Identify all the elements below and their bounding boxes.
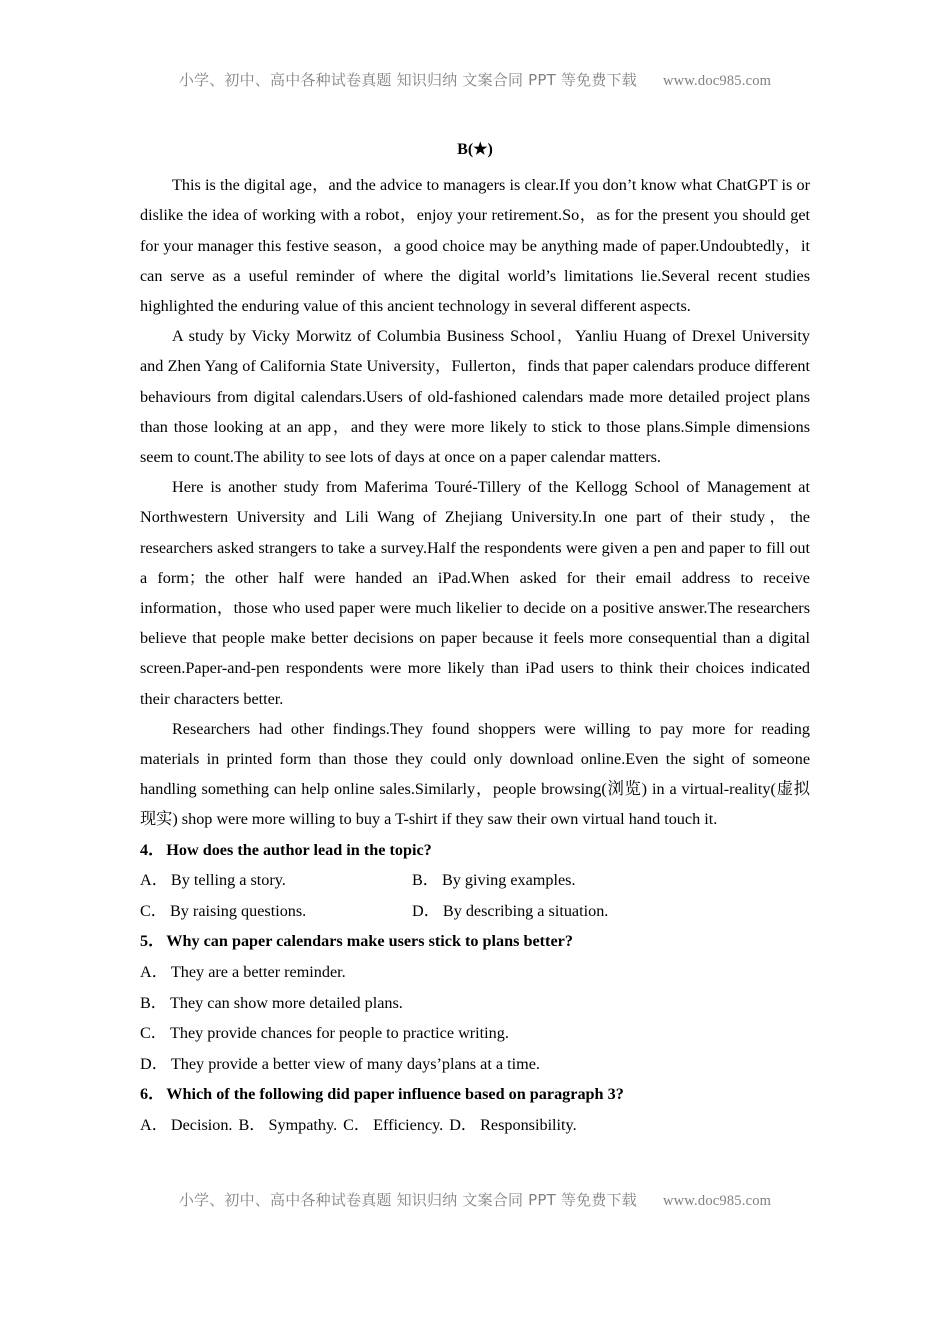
option-text: They provide a better view of many days’plans at a time. [170, 1054, 540, 1073]
option-letter: A． [140, 871, 168, 890]
question-4-options [140, 865, 810, 926]
header-watermark-text: 小学、初中、高中各种试卷真题 知识归纳 文案合同 PPT 等免费下载 [178, 71, 637, 89]
option-text: They can show more detailed plans. [169, 993, 403, 1012]
footer-watermark-text: 小学、初中、高中各种试卷真题 知识归纳 文案合同 PPT 等免费下载 [178, 1191, 637, 1209]
option-letter: C． [140, 901, 167, 920]
option-letter: A． [140, 1116, 168, 1134]
header-watermark [0, 69, 950, 90]
option-6-d[interactable] [449, 1116, 576, 1134]
option-text: Decision. [170, 1116, 233, 1134]
option-6-b[interactable] [238, 1116, 337, 1134]
passage-title: B(★) [457, 141, 493, 158]
option-letter: C． [140, 1024, 167, 1043]
option-text: Efficiency. [373, 1116, 444, 1134]
option-text: Responsibility. [480, 1116, 577, 1134]
question-6-options [140, 1110, 810, 1141]
option-text: By raising questions. [169, 901, 307, 920]
option-4-d[interactable] [412, 896, 608, 927]
option-letter: D． [140, 1054, 168, 1073]
question-4-number: 4． [140, 840, 165, 859]
option-text: They are a better reminder. [170, 963, 346, 982]
option-text: Sympathy. [268, 1116, 338, 1134]
option-4-a[interactable] [140, 871, 286, 889]
option-5-d[interactable] [140, 1049, 810, 1080]
question-5-text: Why can paper calendars make users stick to plans better? [166, 932, 573, 951]
footer-watermark-site: www.doc985.com [662, 1193, 772, 1209]
option-text: By describing a situation. [442, 901, 609, 920]
option-text: By telling a story. [170, 871, 286, 890]
option-5-b[interactable] [140, 988, 810, 1019]
option-row [140, 896, 810, 927]
question-6 [140, 1079, 810, 1110]
option-letter: B． [238, 1116, 266, 1134]
option-4-c[interactable] [140, 902, 306, 920]
question-4-text: How does the author lead in the topic? [166, 840, 432, 859]
option-text: They provide chances for people to practice writing. [169, 1024, 509, 1043]
question-4 [140, 835, 810, 866]
option-6-c[interactable] [343, 1116, 443, 1134]
option-text: By giving examples. [441, 871, 576, 890]
option-letter: C． [343, 1116, 371, 1134]
option-letter: B． [412, 871, 439, 890]
option-letter: B． [140, 993, 167, 1012]
question-5-options [140, 957, 810, 1079]
option-letter: A． [140, 963, 168, 982]
option-6-a[interactable] [140, 1116, 232, 1134]
option-row [140, 865, 810, 896]
passage-paragraph-3: Here is another study from Maferima Touré-Tillery of the Kellogg School of Management at Northwestern University and Lili Wang of Zhejiang University.In one part of their study，the researchers asked strangers to take a survey.Half the respondents were given a pen and paper to fill out a form；the other half were handed an iPad.When asked for their email address to receive information，those who used paper were much likelier to decide on a positive answer.The researchers believe that people make better decisions on paper because it feels more consequential than a digital screen.Paper-and-pen respondents were more likely than iPad users to think their choices indicated their characters better. [140, 478, 810, 708]
passage-paragraph-4: Researchers had other findings.They found shoppers were willing to pay more for reading materials in printed form than those they could only download online.Even the sight of someone handling something can help online sales.Similarly，people browsing(浏览) in a virtual-reality(虚拟现实) shop were more willing to buy a T-shirt if they saw their own virtual hand touch it. [140, 719, 810, 829]
question-6-text: Which of the following did paper influence based on paragraph 3? [166, 1085, 624, 1104]
passage-paragraph-1: This is the digital age，and the advice to managers is clear.If you don’t know what ChatGPT is or dislike the idea of working with a robot，enjoy your retirement.So，as for the present you should get for your manager this festive season，a good choice may be anything made of paper.Undoubtedly，it can serve as a useful reminder of where the digital world’s limitations lie.Several recent studies highlighted the enduring value of this ancient technology in several different aspects. [140, 176, 810, 315]
footer-watermark [0, 1189, 950, 1210]
question-5 [140, 926, 810, 957]
option-5-c[interactable] [140, 1018, 810, 1049]
question-6-number: 6． [140, 1085, 165, 1104]
passage-paragraph-2: A study by Vicky Morwitz of Columbia Business School，Yanliu Huang of Drexel University and Zhen Yang of California State University，Fullerton，finds that paper calendars produce different behaviours from digital calendars.Users of old-fashioned calendars made more detailed project plans than those looking at an app，and they were more likely to stick to those plans.Simple dimensions seem to count.The ability to see lots of days at once on a paper calendar matters. [140, 327, 810, 467]
option-5-a[interactable] [140, 957, 810, 988]
header-watermark-site: www.doc985.com [662, 73, 772, 89]
option-letter: D． [449, 1116, 478, 1134]
passage-content [140, 140, 810, 1141]
option-4-b[interactable] [412, 865, 576, 896]
question-5-number: 5． [140, 932, 165, 951]
option-letter: D． [412, 901, 440, 920]
